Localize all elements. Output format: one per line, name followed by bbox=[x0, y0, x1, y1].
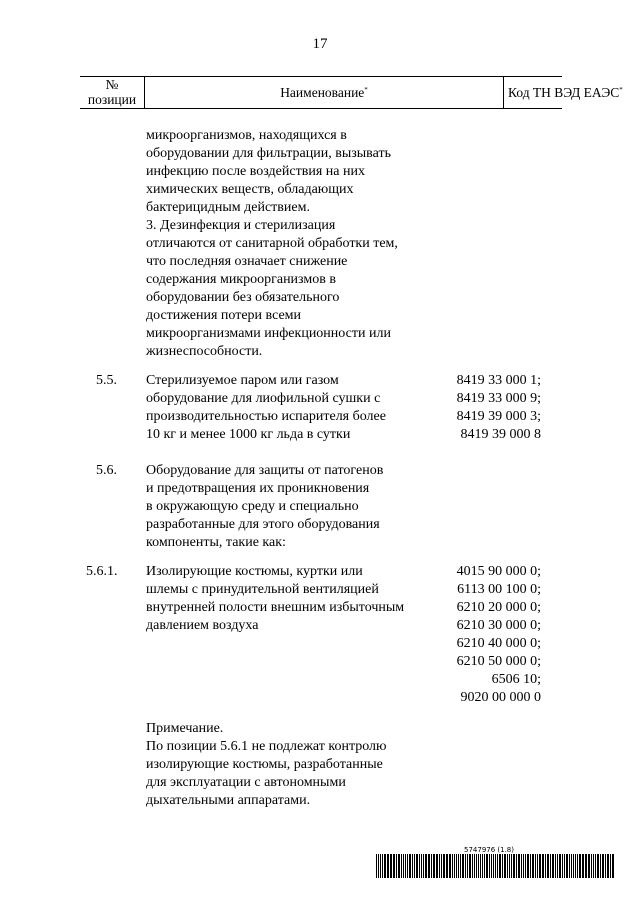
barcode-bar bbox=[454, 854, 455, 878]
barcode-bar bbox=[557, 854, 558, 878]
barcode-bar bbox=[390, 854, 392, 878]
continuation-line: 3. Дезинфекция и стерилизация bbox=[146, 218, 336, 233]
barcode-bar bbox=[593, 854, 594, 878]
barcode-bar bbox=[380, 854, 381, 878]
entry-code: 6210 40 000 0; bbox=[456, 636, 541, 651]
note-line: изолирующие костюмы, разработанные bbox=[146, 757, 383, 772]
barcode-bar bbox=[436, 854, 438, 878]
barcode-bar bbox=[607, 854, 609, 878]
barcode-bar bbox=[509, 854, 510, 878]
barcode-bar bbox=[597, 854, 599, 878]
document-barcode bbox=[376, 846, 616, 880]
continuation-line: инфекцию после воздействия на них bbox=[146, 164, 365, 179]
entry-code: 6210 20 000 0; bbox=[456, 600, 541, 615]
note-line: По позиции 5.6.1 не подлежат контролю bbox=[146, 739, 387, 754]
barcode-bar bbox=[491, 854, 492, 878]
barcode-bar bbox=[569, 854, 570, 878]
barcode-bar bbox=[480, 854, 481, 878]
barcode-bar bbox=[542, 854, 544, 878]
header-name-footnote-mark: * bbox=[364, 86, 368, 94]
barcode-bar bbox=[612, 854, 614, 878]
barcode-bar bbox=[513, 854, 515, 878]
header-num-word: позиции bbox=[87, 92, 137, 107]
barcode-bar bbox=[378, 854, 379, 878]
barcode-bar bbox=[610, 854, 611, 878]
continuation-line: что последняя означает снижение bbox=[146, 254, 348, 269]
barcode-bar bbox=[537, 854, 538, 878]
barcode-bar bbox=[478, 854, 479, 878]
barcode-bar bbox=[516, 854, 517, 878]
barcode-bar bbox=[382, 854, 383, 878]
entry-line: давлением воздуха bbox=[146, 618, 259, 633]
continuation-line: достижения потери всеми bbox=[146, 308, 302, 323]
continuation-line: оборудовании для фильтрации, вызывать bbox=[146, 146, 391, 161]
barcode-bar bbox=[595, 854, 596, 878]
barcode-bar bbox=[499, 854, 501, 878]
barcode-bar bbox=[462, 854, 464, 878]
barcode-bar bbox=[384, 854, 386, 878]
entry-code: 8419 39 000 8 bbox=[460, 427, 541, 442]
barcode-bar bbox=[460, 854, 461, 878]
header-code bbox=[504, 77, 623, 108]
entry-code: 8419 39 000 3; bbox=[456, 409, 541, 424]
continuation-line: содержания микроорганизмов в bbox=[146, 272, 336, 287]
barcode-bar bbox=[398, 854, 400, 878]
barcode-bar bbox=[401, 854, 402, 878]
barcode-bar bbox=[602, 854, 604, 878]
barcode-bar bbox=[431, 854, 432, 878]
barcode-bar bbox=[582, 854, 584, 878]
barcode-bar bbox=[446, 854, 448, 878]
barcode-bar bbox=[521, 854, 522, 878]
barcode-bar bbox=[465, 854, 466, 878]
continuation-line: жизнеспособности. bbox=[146, 344, 263, 359]
note-line: дыхательными аппаратами. bbox=[146, 793, 311, 808]
entry-code: 6210 30 000 0; bbox=[456, 618, 541, 633]
continuation-line: микроорганизмами инфекционности или bbox=[146, 326, 391, 341]
entry-number: 5.5. bbox=[96, 373, 117, 388]
barcode-bar bbox=[458, 854, 459, 878]
barcode-bar bbox=[527, 854, 529, 878]
barcode-bar bbox=[393, 854, 395, 878]
barcode-bar bbox=[547, 854, 549, 878]
entry-line: 10 кг и менее 1000 кг льда в сутки bbox=[146, 427, 351, 442]
barcode-bar bbox=[376, 854, 377, 878]
barcode-bar bbox=[443, 854, 445, 878]
barcode-bar bbox=[472, 854, 473, 878]
barcode-bar bbox=[495, 854, 496, 878]
barcode-bar bbox=[539, 854, 541, 878]
continuation-line: химических веществ, обладающих bbox=[146, 182, 354, 197]
barcode-bar bbox=[530, 854, 531, 878]
barcode-label: 5747976 (1.8) bbox=[464, 846, 514, 854]
entry-code: 6113 00 100 0; bbox=[457, 582, 541, 597]
barcode-bar bbox=[600, 854, 601, 878]
barcode-bar bbox=[449, 854, 451, 878]
continuation-line: бактерицидным действием. bbox=[146, 200, 310, 215]
header-num-symbol: № bbox=[105, 77, 119, 92]
barcode-bar bbox=[452, 854, 453, 878]
barcode-bar bbox=[579, 854, 581, 878]
barcode-bar bbox=[484, 854, 485, 878]
entry-number: 5.6. bbox=[96, 463, 117, 478]
barcode-bar bbox=[552, 854, 554, 878]
barcode-bar bbox=[573, 854, 574, 878]
entry-number: 5.6.1. bbox=[86, 564, 118, 579]
barcode-bar bbox=[403, 854, 404, 878]
barcode-bar bbox=[387, 854, 389, 878]
entry-line: Стерилизуемое паром или газом bbox=[146, 373, 339, 388]
header-code-footnote-mark: * bbox=[619, 86, 623, 94]
barcode-bar bbox=[423, 854, 424, 878]
barcode-bar bbox=[507, 854, 508, 878]
barcode-bar bbox=[523, 854, 524, 878]
barcode-bar bbox=[588, 854, 590, 878]
barcode-bar bbox=[433, 854, 435, 878]
barcode-bar bbox=[482, 854, 483, 878]
barcode-bar bbox=[474, 854, 475, 878]
barcode-bar bbox=[425, 854, 427, 878]
page-number: 17 bbox=[312, 36, 328, 52]
entry-code: 9020 00 000 0 bbox=[460, 690, 541, 705]
barcode-bar bbox=[525, 854, 526, 878]
barcode-bar bbox=[532, 854, 534, 878]
entry-code: 6506 10; bbox=[491, 672, 541, 687]
entry-line: Изолирующие костюмы, куртки или bbox=[146, 564, 363, 579]
barcode-bar bbox=[467, 854, 468, 878]
barcode-bar bbox=[566, 854, 568, 878]
barcode-bar bbox=[412, 854, 413, 878]
header-name-label: Наименование bbox=[280, 85, 365, 100]
barcode-bar bbox=[511, 854, 512, 878]
barcode-bar bbox=[518, 854, 520, 878]
barcode-bar bbox=[396, 854, 397, 878]
barcode-bar bbox=[416, 854, 418, 878]
barcode-bar bbox=[550, 854, 551, 878]
barcode-bar bbox=[469, 854, 471, 878]
note-line: для эксплуатации с автономными bbox=[146, 775, 346, 790]
table-header bbox=[80, 76, 623, 109]
barcode-bar bbox=[493, 854, 494, 878]
entry-line: разработанные для этого оборудования bbox=[146, 517, 380, 532]
header-code-label: Код ТН ВЭД ЕАЭС bbox=[508, 85, 620, 100]
entry-line: Оборудование для защиты от патогенов bbox=[146, 463, 384, 478]
barcode-bar bbox=[419, 854, 420, 878]
barcode-bar bbox=[421, 854, 422, 878]
barcode-bar bbox=[428, 854, 430, 878]
barcode-bar bbox=[502, 854, 503, 878]
entry-line: в окружающую среду и специально bbox=[146, 499, 359, 514]
barcode-bar bbox=[571, 854, 572, 878]
continuation-line: оборудовании без обязательного bbox=[146, 290, 340, 305]
barcode-bar bbox=[414, 854, 415, 878]
header-name bbox=[145, 77, 504, 108]
entry-line: компоненты, такие как: bbox=[146, 535, 286, 550]
barcode-bar bbox=[405, 854, 406, 878]
barcode-bar bbox=[559, 854, 561, 878]
barcode-bar bbox=[585, 854, 587, 878]
barcode-bar bbox=[535, 854, 536, 878]
barcode-bar bbox=[486, 854, 488, 878]
barcode-bar bbox=[575, 854, 576, 878]
continuation-line: микроорганизмов, находящихся в bbox=[146, 128, 347, 143]
barcode-bar bbox=[605, 854, 606, 878]
barcode-bar bbox=[456, 854, 457, 878]
barcode-bar bbox=[504, 854, 506, 878]
entry-line: шлемы с принудительной вентиляцией bbox=[146, 582, 379, 597]
barcode-bar bbox=[409, 854, 411, 878]
barcode-bar bbox=[564, 854, 565, 878]
barcode-image bbox=[376, 854, 616, 878]
entry-line: внутренней полости внешним избыточным bbox=[146, 600, 405, 615]
barcode-bar bbox=[441, 854, 442, 878]
barcode-bar bbox=[591, 854, 592, 878]
barcode-bar bbox=[439, 854, 440, 878]
barcode-bar bbox=[489, 854, 490, 878]
barcode-bar bbox=[545, 854, 546, 878]
barcode-bar bbox=[476, 854, 477, 878]
barcode-bar bbox=[555, 854, 556, 878]
header-position-number bbox=[80, 77, 145, 108]
barcode-bar bbox=[497, 854, 498, 878]
entry-code: 4015 90 000 0; bbox=[456, 564, 541, 579]
entry-line: оборудование для лиофильной сушки с bbox=[146, 391, 381, 406]
entry-line: производительностью испарителя более bbox=[146, 409, 386, 424]
continuation-line: отличаются от санитарной обработки тем, bbox=[146, 236, 398, 251]
barcode-bar bbox=[407, 854, 408, 878]
barcode-bar bbox=[577, 854, 578, 878]
entry-code: 8419 33 000 1; bbox=[456, 373, 541, 388]
entry-code: 6210 50 000 0; bbox=[456, 654, 541, 669]
entry-line: и предотвращения их проникновения bbox=[146, 481, 370, 496]
entry-code: 8419 33 000 9; bbox=[456, 391, 541, 406]
note-title: Примечание. bbox=[146, 721, 224, 736]
barcode-bar bbox=[562, 854, 563, 878]
